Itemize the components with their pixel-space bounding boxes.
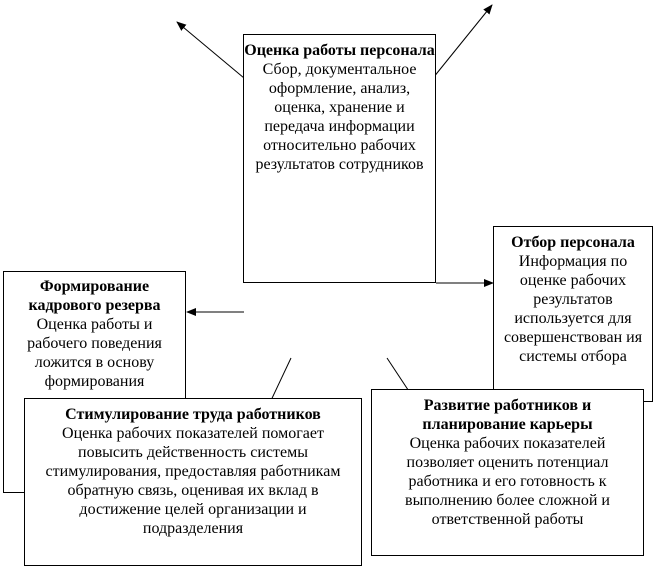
box-labor-stimulation xyxy=(24,398,362,566)
arrow-up-left xyxy=(177,22,244,78)
box-employee-development xyxy=(371,389,644,556)
development-box-title: Развитие работников и планирование карьеры xyxy=(422,397,593,433)
box-personnel-selection xyxy=(493,226,653,402)
center-box-text: Сбор, документальное оформление, анализ, оценка, хранение и передача информации относительно рабочих результатов сотрудников xyxy=(255,61,424,173)
center-box-title: Оценка работы персонала xyxy=(244,42,435,59)
reserve-box-title: Формирование кадрового резерва xyxy=(28,278,161,314)
selection-box-title: Отбор персонала xyxy=(511,234,635,251)
stimulation-box-title: Стимулирование труда работников xyxy=(65,406,321,423)
center-box-performance-evaluation xyxy=(243,34,436,283)
selection-box-text: Информация по оценке рабочих результатов используется для совершенствован ия системы отбора xyxy=(503,253,643,365)
arrow-up-right xyxy=(433,5,492,78)
reserve-box-text: Оценка работы и рабочего поведения ложится в основу формирования xyxy=(27,316,162,390)
development-box-text: Оценка рабочих показателей позволяет оценить потенциал работника и его готовность к выполнению более сложной и ответственной работы xyxy=(405,435,610,528)
stimulation-box-text: Оценка рабочих показателей помогает повысить действенность системы стимулирования, предоставляя работникам обратную связь, оценивая их вклад в достижение целей организации и подразделения xyxy=(45,425,341,537)
